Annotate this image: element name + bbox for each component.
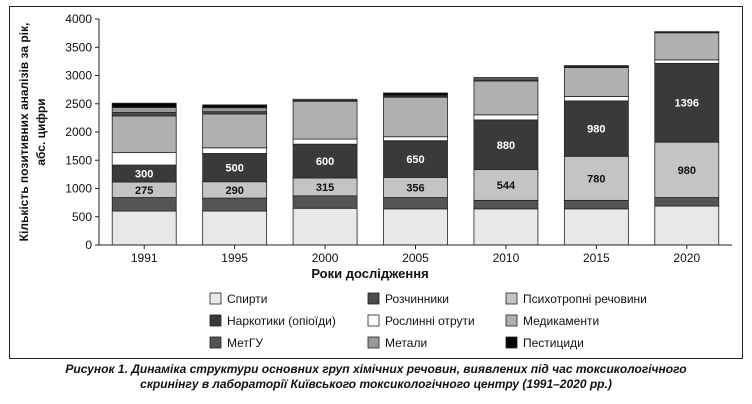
bar-segment bbox=[655, 60, 719, 63]
bar-segment bbox=[655, 206, 719, 245]
legend-swatch bbox=[368, 337, 379, 348]
legend-label: Наркотики (опіоїди) bbox=[227, 314, 336, 328]
bar-segment bbox=[203, 108, 267, 112]
bar-segment bbox=[564, 209, 628, 245]
y-tick-label: 3000 bbox=[65, 68, 92, 83]
data-label: 290 bbox=[225, 184, 244, 197]
bar-segment bbox=[655, 32, 719, 33]
bar-segment bbox=[384, 93, 448, 95]
figure-caption bbox=[0, 362, 752, 392]
x-axis-title: Роки дослідження bbox=[311, 266, 429, 281]
bar-segment bbox=[112, 211, 176, 245]
y-tick-label: 2500 bbox=[65, 96, 92, 111]
y-tick-label: 1500 bbox=[65, 153, 92, 168]
x-tick-label: 2000 bbox=[311, 251, 339, 265]
bar-segment bbox=[474, 209, 538, 245]
x-tick-label: 2010 bbox=[492, 251, 520, 265]
bar-segment bbox=[655, 33, 719, 60]
y-tick-label: 1000 bbox=[65, 181, 92, 196]
x-tick-label: 2005 bbox=[402, 251, 429, 265]
bar-segment bbox=[203, 148, 267, 154]
bar-segment bbox=[293, 196, 357, 208]
bar-segment bbox=[203, 105, 267, 108]
data-label: 500 bbox=[225, 162, 244, 175]
data-label: 980 bbox=[677, 164, 696, 177]
legend-swatch bbox=[368, 315, 379, 326]
x-tick-label: 1991 bbox=[130, 251, 158, 265]
legend-label: Медикаменти bbox=[523, 314, 600, 328]
data-label: 650 bbox=[406, 154, 425, 167]
x-tick-label: 2015 bbox=[583, 251, 610, 265]
bar-segment bbox=[112, 107, 176, 112]
legend-swatch bbox=[506, 315, 517, 326]
legend-label: Розчинники bbox=[385, 292, 449, 306]
legend-label: Спирти bbox=[227, 292, 268, 306]
bar-segment bbox=[203, 211, 267, 245]
legend-swatch bbox=[210, 293, 221, 304]
data-label: 980 bbox=[587, 123, 606, 136]
bar-segment bbox=[564, 200, 628, 208]
bars bbox=[112, 32, 719, 245]
bar-segment bbox=[474, 78, 538, 79]
bar-segment bbox=[112, 116, 176, 153]
bar-segment bbox=[474, 115, 538, 120]
bar-segment bbox=[384, 97, 448, 137]
y-tick-label: 3500 bbox=[65, 40, 92, 55]
y-axis-title-line-2: абс. цифри bbox=[34, 98, 48, 166]
legend bbox=[210, 292, 647, 350]
legend-label: МетГУ bbox=[227, 336, 264, 350]
bar-segment bbox=[112, 153, 176, 165]
y-tick-label: 0 bbox=[85, 238, 92, 252]
y-axis-title-line-1: Кількість позитивних аналізів за рік, bbox=[17, 22, 31, 242]
bar-segment bbox=[293, 101, 357, 139]
legend-label: Рослинні отрути bbox=[385, 314, 475, 328]
bar-segment bbox=[655, 198, 719, 206]
bar-segment bbox=[384, 137, 448, 141]
stacked-bar-chart bbox=[10, 7, 742, 358]
data-label: 780 bbox=[587, 173, 606, 186]
data-label: 880 bbox=[496, 139, 516, 152]
data-label: 544 bbox=[496, 179, 516, 192]
y-tick-label: 4000 bbox=[65, 12, 92, 26]
bar-segment bbox=[564, 66, 628, 67]
data-label: 600 bbox=[315, 156, 335, 169]
legend-swatch bbox=[506, 293, 517, 304]
bar-segment bbox=[112, 198, 176, 212]
x-tick-label: 2020 bbox=[673, 251, 701, 265]
bar-segment bbox=[203, 114, 267, 148]
bar-segment bbox=[293, 208, 357, 245]
chart-frame bbox=[9, 6, 743, 359]
y-tick-label: 500 bbox=[71, 209, 92, 224]
bar-segment bbox=[474, 200, 538, 208]
legend-label: Психотропні речовини bbox=[523, 292, 647, 306]
bar-segment bbox=[293, 139, 357, 144]
y-tick-label: 2000 bbox=[65, 125, 92, 139]
bar-segment bbox=[112, 103, 176, 107]
bar-segment bbox=[564, 68, 628, 97]
bar-segment bbox=[384, 209, 448, 245]
y-axis-title bbox=[17, 23, 48, 242]
bar-segment bbox=[203, 198, 267, 211]
legend-swatch bbox=[210, 315, 221, 326]
bar-segment bbox=[293, 99, 357, 100]
bar-segment bbox=[564, 96, 628, 101]
x-axis bbox=[99, 245, 732, 265]
data-label: 275 bbox=[135, 184, 154, 197]
data-label: 356 bbox=[406, 182, 425, 195]
data-label: 300 bbox=[135, 168, 154, 181]
bar-segment bbox=[112, 113, 176, 116]
data-label: 315 bbox=[315, 181, 335, 194]
bar-segment bbox=[474, 81, 538, 115]
caption-line-2: скринінгу в лабораторії Київського токсикологічного центру (1991–2020 рр.) bbox=[140, 377, 612, 391]
data-label: 1396 bbox=[674, 97, 700, 110]
caption-line-1: Рисунок 1. Динаміка структури основних груп хімічних речовин, виявлених під час токсикологічного bbox=[65, 362, 687, 376]
legend-label: Пестициди bbox=[523, 336, 584, 350]
legend-swatch bbox=[506, 337, 517, 348]
y-axis bbox=[65, 12, 99, 252]
legend-label: Метали bbox=[385, 336, 428, 350]
legend-swatch bbox=[368, 293, 379, 304]
x-tick-label: 1995 bbox=[221, 251, 248, 265]
legend-swatch bbox=[210, 337, 221, 348]
bar-segment bbox=[384, 198, 448, 209]
